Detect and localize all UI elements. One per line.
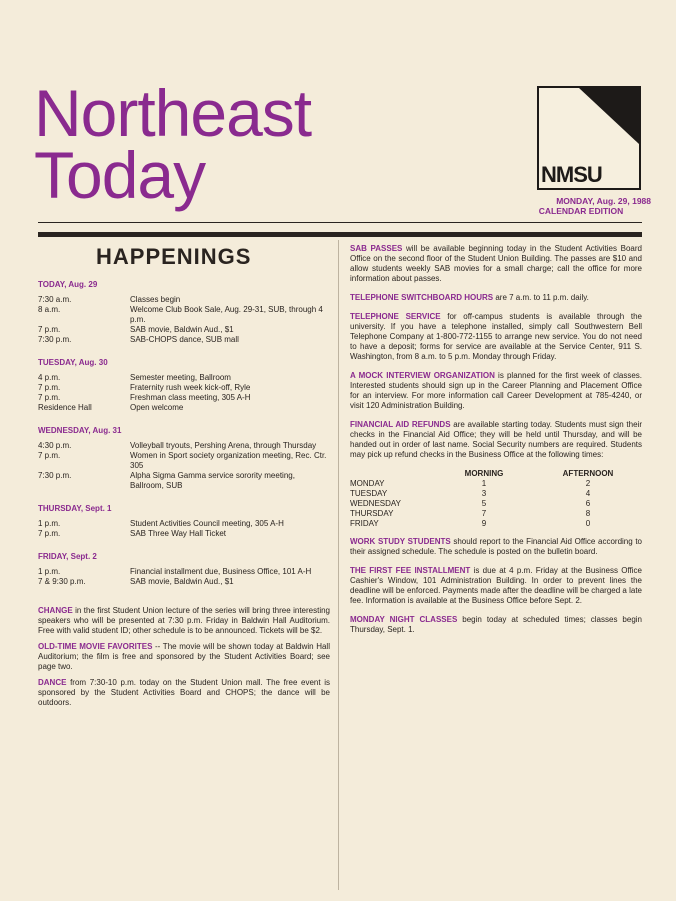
day-heading: THURSDAY, Sept. 1 — [38, 504, 112, 513]
table-cell: 4 — [585, 489, 591, 498]
edition-info — [511, 196, 651, 216]
logo-triangle-icon — [579, 88, 639, 144]
notice-paragraph — [350, 293, 642, 303]
notice-text: in the first Student Union lecture of the series will bring three interesting speakers who will be presented at 7:30 p.m. Friday in Baldwin Hall Auditorium. Free with valid student ID; other schedule is to be announced. Tickets will be $2. — [38, 606, 330, 635]
table-cell: 8 — [585, 509, 591, 518]
event-description: Classes begin — [130, 295, 181, 304]
heavy-rule — [38, 232, 642, 237]
table-row — [350, 489, 640, 499]
notice-paragraph — [38, 606, 330, 636]
event-time: 4 p.m. — [38, 373, 61, 382]
event-description: Open welcome — [130, 403, 184, 412]
nmsu-logo — [537, 86, 641, 190]
table-cell: 3 — [481, 489, 487, 498]
event-time: 7 p.m. — [38, 393, 61, 402]
column-divider — [338, 240, 339, 890]
event-row — [38, 373, 330, 383]
notice-lead: THE FIRST FEE INSTALLMENT — [350, 566, 471, 575]
event-description: SAB movie, Baldwin Aud., $1 — [130, 325, 234, 334]
event-row — [38, 383, 330, 393]
table-row — [350, 479, 640, 489]
table-cell: WEDNESDAY — [350, 499, 401, 508]
event-description: SAB-CHOPS dance, SUB mall — [130, 335, 239, 344]
event-time: 7 p.m. — [38, 451, 61, 460]
event-time: 7 p.m. — [38, 325, 61, 334]
day-heading: WEDNESDAY, Aug. 31 — [38, 426, 122, 435]
event-row — [38, 471, 330, 491]
top-rule — [38, 222, 642, 223]
day-block — [38, 552, 330, 587]
table-cell: FRIDAY — [350, 519, 379, 528]
event-time: 7:30 a.m. — [38, 295, 72, 304]
notice-lead: MONDAY NIGHT CLASSES — [350, 615, 458, 624]
event-description: Fraternity rush week kick-off, Ryle — [130, 383, 251, 392]
event-time: 1 p.m. — [38, 519, 61, 528]
table-cell: 5 — [481, 499, 487, 508]
spacer — [38, 417, 330, 426]
event-description: Women in Sport society organization meeting, Rec. Ctr. 305 — [130, 451, 327, 470]
table-cell: THURSDAY — [350, 509, 394, 518]
notice-text: -- The movie will be shown today at Baldwin Hall Auditorium; the film is free and sponsored by the Student Activities Board; see page two. — [38, 642, 330, 671]
masthead-title-line1: Northeast — [34, 76, 312, 150]
notice-text: should report to the Financial Aid Office according to their assigned schedule. The schedule is posted on the bulletin board. — [350, 537, 643, 556]
event-row — [38, 519, 330, 529]
table-cell: 6 — [585, 499, 591, 508]
table-cell: 9 — [481, 519, 487, 528]
day-block — [38, 426, 330, 491]
event-row — [38, 529, 330, 539]
event-row — [38, 441, 330, 451]
event-description: Financial installment due, Business Office, 101 A-H — [130, 567, 312, 576]
event-time: 4:30 p.m. — [38, 441, 72, 450]
notice-paragraph — [350, 615, 642, 635]
event-row — [38, 325, 330, 335]
spacer — [38, 349, 330, 358]
notice-lead: CHANGE — [38, 606, 73, 615]
calendar-column — [38, 280, 330, 708]
event-row — [38, 403, 330, 413]
event-time: 7:30 p.m. — [38, 471, 72, 480]
event-description: SAB movie, Baldwin Aud., $1 — [130, 577, 234, 586]
event-description: Freshman class meeting, 305 A-H — [130, 393, 251, 402]
section-heading: HAPPENINGS — [96, 244, 252, 269]
edition-label: CALENDAR EDITION — [538, 206, 624, 216]
event-time: Residence Hall — [38, 403, 92, 412]
logo-text: NMSU — [541, 162, 602, 187]
notice-paragraph — [350, 244, 642, 284]
masthead-title — [34, 76, 312, 212]
day-heading: TODAY, Aug. 29 — [38, 280, 98, 289]
notice-paragraph — [350, 371, 642, 411]
event-description: SAB Three Way Hall Ticket — [130, 529, 227, 538]
table-cell: TUESDAY — [350, 489, 388, 498]
event-description: Semester meeting, Ballroom — [130, 373, 231, 382]
table-header-row — [350, 469, 640, 479]
notice-text: for off-campus students is available through the university. If you have a telephone installed, simply call Southwestern Bell Telephone Company at 1-800-772-1155 to arrange new service. You do not need to have a deposit; forms for service are available at the Service Center, 911 S. Washington, from 8 a.m. to 5 p.m. Monday through Friday. — [350, 312, 643, 361]
notice-text: is due at 4 p.m. Friday at the Business Office Cashier's Window, 101 Administration Building. In order to prevent lines the deadline will be enforced. Payments made after the deadline will be charged a late fee. Information is available at the Business Office before Sept. 2. — [350, 566, 642, 605]
table-cell: 0 — [585, 519, 591, 528]
event-description: Volleyball tryouts, Pershing Arena, through Thursday — [130, 441, 317, 450]
notice-paragraph — [38, 678, 330, 708]
notice-text: are 7 a.m. to 11 p.m. daily. — [493, 293, 589, 302]
notice-lead: TELEPHONE SWITCHBOARD HOURS — [350, 293, 494, 302]
event-time: 8 a.m. — [38, 305, 61, 314]
notice-lead: OLD-TIME MOVIE FAVORITES — [38, 642, 153, 651]
event-row — [38, 567, 330, 577]
notice-paragraph — [38, 642, 330, 672]
notice-text: is planned for the first week of classes. Interested students should sign up in the Career Planning and Placement Office for an interview. For more information call Career Development at 785-4240, or visit 120 Administration Building. — [350, 371, 643, 410]
day-heading: TUESDAY, Aug. 30 — [38, 358, 108, 367]
event-description: Welcome Club Book Sale, Aug. 29-31, SUB, through 4 p.m. — [130, 305, 323, 324]
event-row — [38, 335, 330, 345]
table-cell: 7 — [481, 509, 487, 518]
event-row — [38, 295, 330, 305]
day-block — [38, 280, 330, 345]
notice-text: from 7:30-10 p.m. today on the Student Union mall. The free event is sponsored by the Student Activities Board and CHOPS; the dance will be outdoors. — [38, 678, 330, 707]
notice-paragraph — [350, 312, 642, 362]
event-time: 7:30 p.m. — [38, 335, 72, 344]
event-description: Student Activities Council meeting, 305 A-H — [130, 519, 284, 528]
spacer — [38, 591, 330, 600]
table-header-cell — [350, 469, 432, 479]
notice-text: will be available beginning today in the Student Activities Board Office on the second floor of the Student Union Building. The passes are $10 and allow students weekly SAB movies for a small charge; call the office for more information about passes. — [350, 244, 642, 283]
event-row — [38, 393, 330, 403]
event-time: 1 p.m. — [38, 567, 61, 576]
table-row — [350, 509, 640, 519]
spacer — [38, 543, 330, 552]
day-heading: FRIDAY, Sept. 2 — [38, 552, 97, 561]
table-row — [350, 519, 640, 529]
day-block — [38, 504, 330, 539]
table-cell: 1 — [481, 479, 487, 488]
notice-lead: WORK STUDY STUDENTS — [350, 537, 451, 546]
masthead-title-line2: Today — [34, 138, 206, 212]
notice-paragraph — [350, 537, 642, 557]
notice-text: are available starting today. Students must sign their checks in the Financial Aid Office; they will be held until Thursday, and will be handed out in order of last name. Social Security numbers are required. Students may pick up refund checks in the Business Office at the following times: — [350, 420, 642, 459]
date-line: MONDAY, Aug. 29, 1988 — [556, 196, 651, 206]
notice-paragraph — [350, 420, 642, 460]
table-row — [350, 499, 640, 509]
event-row — [38, 305, 330, 325]
notice-lead: DANCE — [38, 678, 67, 687]
notice-lead: SAB PASSES — [350, 244, 403, 253]
refund-schedule-table — [350, 469, 640, 529]
table-header-cell: MORNING — [464, 469, 504, 478]
notice-lead: TELEPHONE SERVICE — [350, 312, 441, 321]
event-time: 7 p.m. — [38, 383, 61, 392]
notices-column — [350, 244, 642, 644]
event-row — [38, 577, 330, 587]
day-block — [38, 358, 330, 413]
spacer — [38, 495, 330, 504]
event-description: Alpha Sigma Gamma service sorority meeting, Ballroom, SUB — [130, 471, 295, 490]
notice-lead: FINANCIAL AID REFUNDS — [350, 420, 451, 429]
table-header-cell: AFTERNOON — [562, 469, 614, 478]
event-time: 7 p.m. — [38, 529, 61, 538]
event-row — [38, 451, 330, 471]
notice-text: begin today at scheduled times; classes begin Thursday, Sept. 1. — [350, 615, 642, 634]
table-cell: 2 — [585, 479, 591, 488]
notice-lead: A MOCK INTERVIEW ORGANIZATION — [350, 371, 495, 380]
table-cell: MONDAY — [350, 479, 385, 488]
notice-paragraph — [350, 566, 642, 606]
event-time: 7 & 9:30 p.m. — [38, 577, 86, 586]
